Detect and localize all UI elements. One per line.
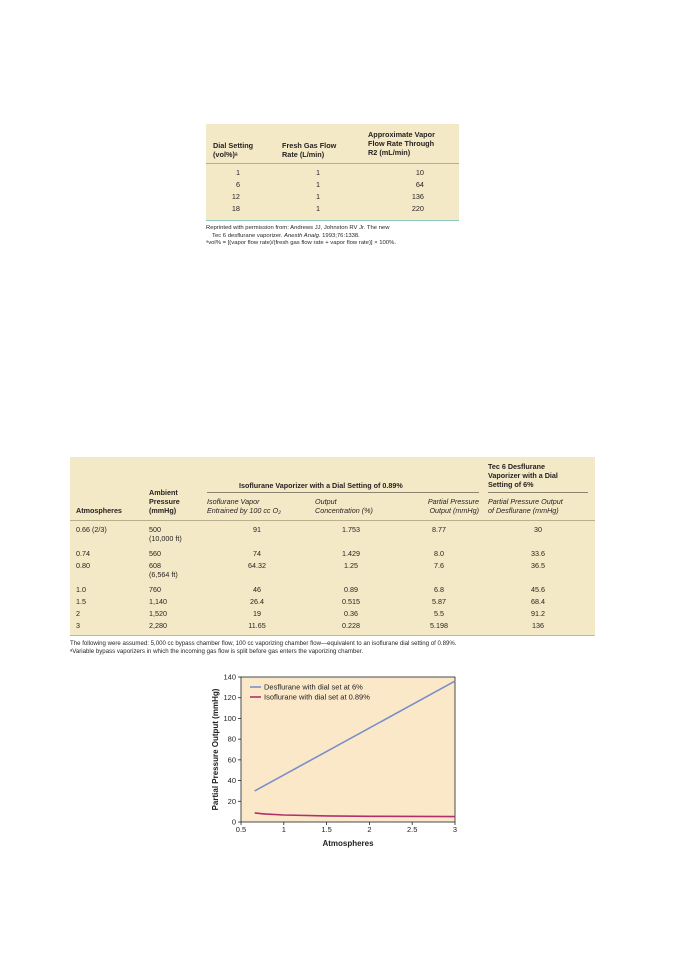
cell-ambient: 2,280 xyxy=(149,621,167,630)
header-line: Approximate Vapor xyxy=(368,130,435,139)
y-tick-label: 40 xyxy=(227,776,236,786)
cell-ambient: 1,140 xyxy=(149,597,167,606)
cell-pp: 5.5 xyxy=(434,609,444,618)
header-line: Concentration (%) xyxy=(315,506,373,515)
cell-conc: 0.515 xyxy=(342,597,360,606)
header-line: Flow Rate Through xyxy=(368,139,435,148)
cell-vapor: 220 xyxy=(411,204,424,213)
footnote-line: ᵃvol% = [(vapor flow rate)/(fresh gas flow rate + vapor flow rate)] × 100%. xyxy=(206,240,396,247)
x-tick-label: 3 xyxy=(452,825,458,834)
cell-atm: 1.5 xyxy=(76,597,86,606)
header-line: Partial Pressure Output xyxy=(488,497,563,506)
header-line: R2 (mL/min) xyxy=(368,148,411,157)
header-line: Output (mmHg) xyxy=(429,506,479,515)
cell-dial: 6 xyxy=(235,180,240,189)
cell-conc: 0.228 xyxy=(342,621,360,630)
footnote-line: Reprinted with permission from: Andrews JJ, Johnston RV Jr. The new xyxy=(206,225,390,231)
footnote-text: Tec 6 desflurane vaporizer. xyxy=(212,232,285,239)
legend-label: Desflurane with dial set at 6% xyxy=(264,682,363,692)
header-line: (vol%)ᵃ xyxy=(213,150,238,159)
cell-vapor: 64 xyxy=(415,180,424,189)
cell-pp: 8.0 xyxy=(434,549,444,558)
cell-flow: 1 xyxy=(315,204,320,213)
x-tick-label: 1.5 xyxy=(321,825,332,834)
cell-vapor: 26.4 xyxy=(250,597,264,606)
cell-des: 33.6 xyxy=(531,549,545,558)
footnote-line: The following were assumed: 5,000 cc bypass chamber flow, 100 cc vaporizing chamber flow—equivalent to an isoflurane dial setting of 0.89%. xyxy=(70,640,457,647)
cell-flow: 1 xyxy=(315,168,320,177)
cell-atm: 0.66 (2/3) xyxy=(76,525,107,534)
cell-vapor: 74 xyxy=(253,549,261,558)
cell-des: 36.5 xyxy=(531,561,545,570)
cell-atm: 2 xyxy=(76,609,80,618)
x-tick-label: 2 xyxy=(367,825,372,834)
y-tick-label: 80 xyxy=(227,734,236,744)
isoflurane-group-header: Isoflurane Vaporizer with a Dial Setting of 0.89% xyxy=(239,481,403,490)
x-axis-label: Atmospheres xyxy=(322,839,374,848)
cell-des: 68.4 xyxy=(531,597,545,606)
cell-dial: 12 xyxy=(231,192,240,201)
header-line: Output xyxy=(315,497,337,506)
legend-label: Isoflurane with dial set at 0.89% xyxy=(264,692,370,702)
cell-vapor: 46 xyxy=(253,585,261,594)
cell-vapor: 64.32 xyxy=(248,561,266,570)
cell-ambient: 500 xyxy=(149,525,161,534)
col-atmospheres-header: Atmospheres xyxy=(76,506,122,515)
footnote-text: 1993;76:1338. xyxy=(320,232,360,239)
header-line: Tec 6 Desflurane xyxy=(488,462,545,471)
cell-pp: 5.87 xyxy=(432,597,446,606)
x-tick-label: 0.5 xyxy=(235,825,247,834)
cell-vapor: 11.65 xyxy=(248,621,266,630)
y-tick-label: 0 xyxy=(231,817,236,827)
cell-des: 45.6 xyxy=(531,585,545,594)
header-line: of Desflurane (mmHg) xyxy=(488,506,559,515)
cell-altitude: (6,564 ft) xyxy=(149,570,178,579)
header-line: Fresh Gas Flow xyxy=(282,141,337,150)
header-line: Ambient xyxy=(149,488,178,497)
cell-pp: 5.198 xyxy=(430,621,448,630)
cell-des: 30 xyxy=(534,525,542,534)
header-line: Partial Pressure xyxy=(427,497,479,506)
y-tick-label: 100 xyxy=(223,713,236,723)
cell-vapor: 136 xyxy=(411,192,424,201)
cell-ambient: 1,520 xyxy=(149,609,167,618)
header-line: Rate (L/min) xyxy=(282,150,325,159)
cell-atm: 3 xyxy=(76,621,80,630)
header-line: Dial Setting xyxy=(213,141,254,150)
cell-conc: 1.429 xyxy=(342,549,360,558)
cell-vapor: 19 xyxy=(253,609,261,618)
header-line: Setting of 6% xyxy=(488,480,534,489)
cell-ambient: 560 xyxy=(149,549,161,558)
cell-flow: 1 xyxy=(315,180,320,189)
cell-des: 91.2 xyxy=(531,609,545,618)
y-tick-label: 140 xyxy=(223,672,236,682)
cell-conc: 1.25 xyxy=(344,561,358,570)
cell-conc: 0.36 xyxy=(344,609,358,618)
cell-pp: 7.6 xyxy=(434,561,444,570)
cell-pp: 6.8 xyxy=(434,585,444,594)
cell-flow: 1 xyxy=(315,192,320,201)
header-line: Pressure xyxy=(149,497,180,506)
cell-altitude: (10,000 ft) xyxy=(149,534,182,543)
x-tick-label: 2.5 xyxy=(406,825,418,834)
y-tick-label: 120 xyxy=(223,693,236,703)
cell-vapor: 10 xyxy=(415,168,424,177)
header-line: Entrained by 100 cc O₂ xyxy=(207,506,281,515)
cell-conc: 0.89 xyxy=(344,585,358,594)
y-axis-label: Partial Pressure Output (mmHg) xyxy=(211,688,220,811)
cell-dial: 18 xyxy=(231,204,240,213)
footnote-line: ᵃVariable bypass vaporizers in which the incoming gas flow is split before gas enters the vaporizing chamber. xyxy=(70,648,364,655)
cell-dial: 1 xyxy=(235,168,240,177)
cell-des: 136 xyxy=(532,621,544,630)
x-tick-label: 1 xyxy=(281,825,286,834)
cell-conc: 1.753 xyxy=(342,525,360,534)
header-line: (mmHg) xyxy=(149,506,177,515)
journal-name: Anesth Analg. xyxy=(284,232,321,239)
y-tick-label: 60 xyxy=(227,755,236,765)
cell-ambient: 608 xyxy=(149,561,161,570)
header-line: Isoflurane Vapor xyxy=(207,497,260,506)
y-tick-label: 20 xyxy=(227,796,236,806)
cell-ambient: 760 xyxy=(149,585,161,594)
cell-atm: 1.0 xyxy=(76,585,86,594)
cell-atm: 0.80 xyxy=(76,561,90,570)
header-line: Vaporizer with a Dial xyxy=(488,471,558,480)
cell-vapor: 91 xyxy=(253,525,261,534)
cell-pp: 8.77 xyxy=(432,525,446,534)
cell-atm: 0.74 xyxy=(76,549,90,558)
